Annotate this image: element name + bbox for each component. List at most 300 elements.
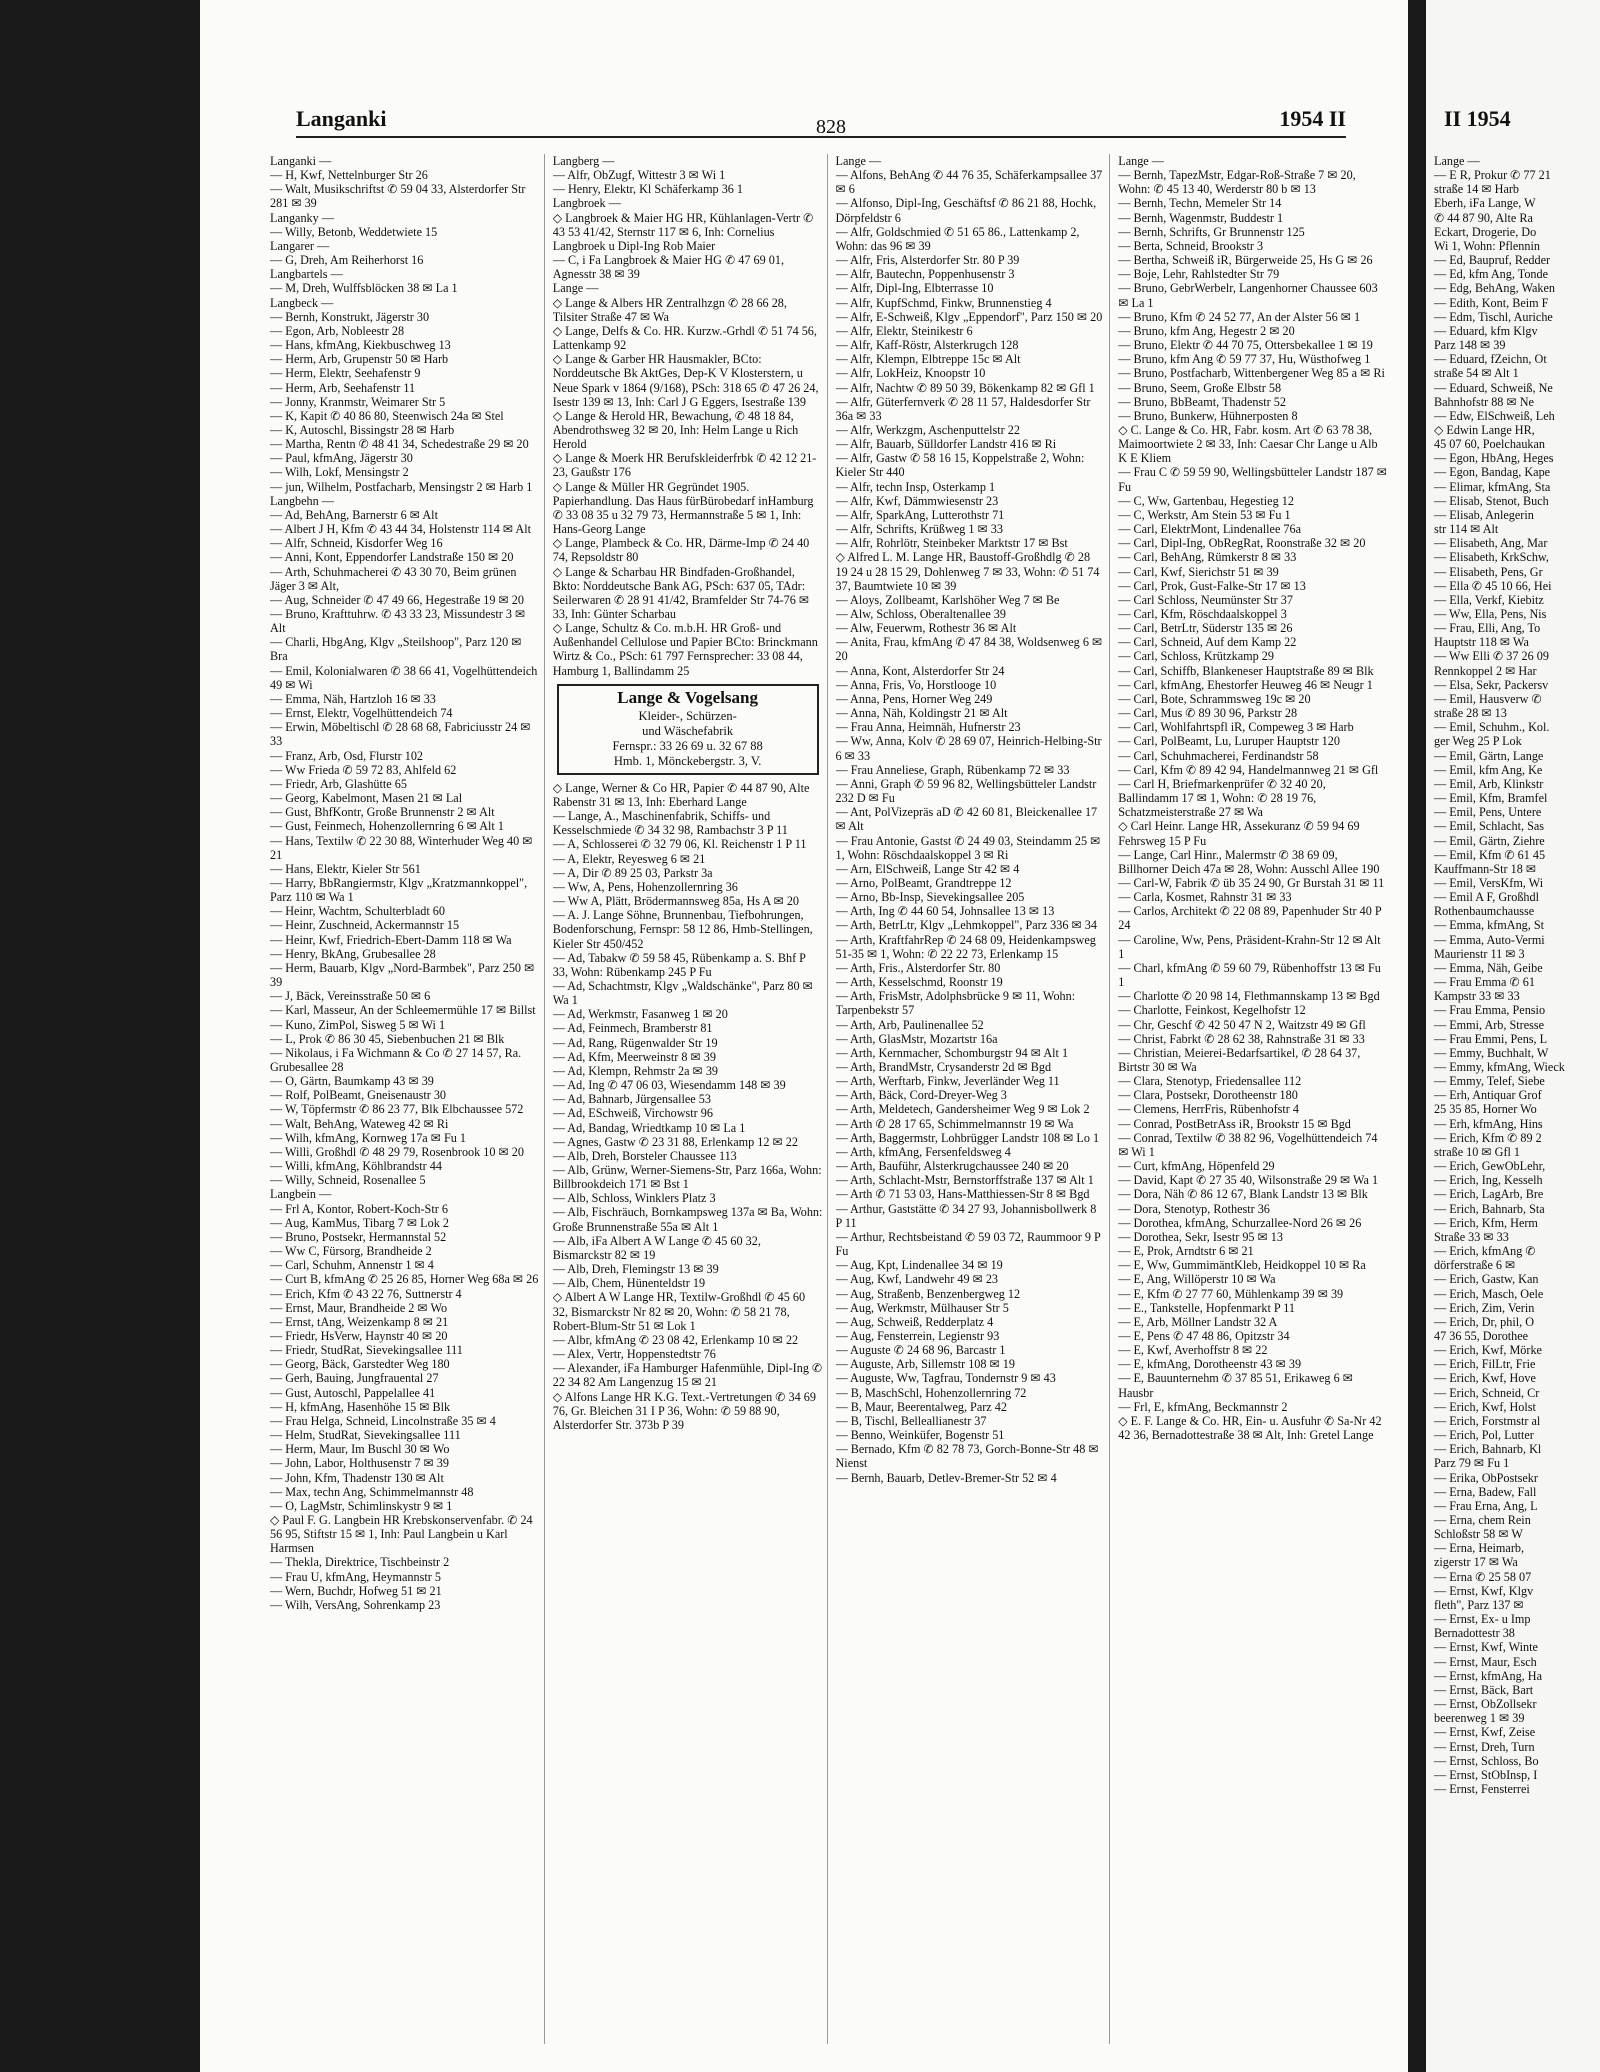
directory-entry: — Erich, kfmAng ✆ — [1434, 1244, 1536, 1259]
directory-entry: Langanky — — [270, 210, 334, 225]
directory-entry: — Eduard, Schweiß, Ne — [1434, 380, 1553, 395]
directory-entry: — Frl, E, kfmAng, Beckmannstr 2 — [1118, 1399, 1288, 1414]
directory-entry: — Frau Emmi, Pens, L — [1434, 1031, 1548, 1046]
directory-entry: str 114 ✉ Alt — [1434, 522, 1499, 537]
page-header — [296, 106, 1346, 138]
directory-entry: — Alfr, SparkAng, Lutterothstr 71 — [835, 507, 1005, 522]
directory-entry: — Bruno, Elektr ✆ 44 70 75, Ottersbekallee 1 ✉ 19 — [1118, 338, 1373, 353]
next-page-header: II 1954 — [1444, 106, 1511, 131]
directory-entry: — Herm, Elektr, Seehafenstr 9 — [270, 366, 421, 381]
directory-entry: — Frau Erna, Ang, L — [1434, 1498, 1538, 1513]
directory-entry: — Christian, Meierei-Bedarfsartikel, ✆ 28 64 37, Birtstr 30 ✉ Wa — [1118, 1045, 1364, 1074]
directory-entry: — Willy, Betonb, Weddetwiete 15 — [270, 224, 438, 239]
directory-entry: — Bernh, Konstrukt, Jägerstr 30 — [270, 309, 430, 324]
directory-entry: — B, MaschSchl, Hohenzollernring 72 — [835, 1385, 1027, 1400]
directory-entry: — Aug, Schneider ✆ 47 49 66, Hegestraße 19 ✉ 20 — [270, 592, 524, 607]
directory-entry: — M, Dreh, Wulffsblöcken 38 ✉ La 1 — [270, 281, 458, 296]
directory-entry: — Emil, Gärtn, Ziehre — [1434, 833, 1545, 848]
directory-entry: — Alfr, Güterfernverk ✆ 28 11 57, Haldesdorfer Str 36a ✉ 33 — [835, 394, 1094, 423]
directory-entry: — Emmy, kfmAng, Wieck — [1434, 1060, 1565, 1074]
directory-entry: — Edith, Kont, Beim F — [1434, 295, 1549, 310]
directory-entry: — H, Kwf, Nettelnburger Str 26 — [270, 168, 428, 183]
header-name-range: Langanki — [296, 106, 387, 131]
directory-entry: — Carl, ElektrMont, Lindenallee 76a — [1118, 522, 1302, 537]
directory-entry: — Frau Antonie, Gastst ✆ 24 49 03, Steindamm 25 ✉ 1, Wohn: Röschdaalskoppel 3 ✉ Ri — [835, 833, 1104, 862]
directory-entry: — O, Gärtn, Baumkamp 43 ✉ 39 — [270, 1074, 434, 1089]
directory-entry: — jun, Wilhelm, Postfacharb, Mensingstr 2 ✉ Harb 1 — [270, 479, 533, 494]
directory-entry: — Albr, kfmAng ✆ 23 08 42, Erlenkamp 10 ✉ 22 — [552, 1332, 799, 1347]
directory-entry: — Arth, Schlacht-Mstr, Bernstorffstraße 137 ✉ Alt 1 — [835, 1173, 1094, 1188]
directory-entry: — Emma, Näh, Hartzloh 16 ✉ 33 — [270, 691, 436, 706]
directory-entry: — Dora, Näh ✆ 86 12 67, Blank Landstr 13 ✉ Blk — [1118, 1187, 1368, 1202]
directory-entry: zigerstr 17 ✉ Wa — [1434, 1555, 1518, 1570]
directory-entry: — Hans, Textilw ✆ 22 30 88, Winterhuder Weg 40 ✉ 21 — [270, 833, 536, 862]
directory-entry: ◇ C. Lange & Co. HR, Fabr. kosm. Art ✆ 63 78 38, Maimoortwiete 2 ✉ 33, Inh: Caesar Chr Lange u Alb K E Kliem — [1118, 422, 1381, 466]
directory-entry: — Carl, BehAng, Rümkerstr 8 ✉ 33 — [1118, 550, 1297, 565]
directory-entry: — Ed, Baupruf, Redder — [1434, 253, 1551, 268]
directory-entry: — Erh, Antiquar Grof — [1434, 1088, 1542, 1103]
directory-entry: — A. J. Lange Söhne, Brunnenbau, Tiefbohrungen, Bodenforschung, Fernspr: 58 12 86, Hmb-Stellingen, Kieler Str 450/452 — [552, 908, 816, 951]
directory-entry: — Ad, Klempn, Rehmstr 2a ✉ 39 — [552, 1063, 719, 1078]
directory-entry: — Emma, kfmAng, St — [1434, 918, 1545, 933]
directory-entry: — Arth, Kernmacher, Schomburgstr 94 ✉ Alt 1 — [835, 1045, 1069, 1060]
directory-entry: — Walt, BehAng, Wateweg 42 ✉ Ri — [270, 1116, 449, 1131]
directory-entry: — Egon, Arb, Nobleestr 28 — [270, 323, 405, 338]
directory-entry: — Herm, Maur, Im Buschl 30 ✉ Wo — [270, 1442, 450, 1457]
column-4 — [1118, 154, 1392, 2044]
directory-entry: — Alb, Grünw, Werner-Siemens-Str, Parz 166a, Wohn: Billbrookdeich 171 ✉ Bst 1 — [552, 1163, 825, 1192]
directory-entry: — Bruno, Postsekr, Hermannstal 52 — [270, 1229, 447, 1244]
directory-entry: — Ernst, Kwf, Winte — [1434, 1640, 1538, 1655]
directory-entry: — E, Bauunternehm ✆ 37 85 51, Erikaweg 6 ✉ Hausbr — [1118, 1371, 1356, 1400]
directory-entry: — Arth, Baggermstr, Lohbrügger Landstr 108 ✉ Lo 1 — [835, 1130, 1100, 1145]
directory-entry: — Ella, Verkf, Kiebitz — [1434, 592, 1544, 607]
directory-entry: — Alfr, Werkzgm, Aschenputtelstr 22 — [835, 422, 1020, 437]
directory-entry: — Erich, Masch, Oele — [1434, 1286, 1544, 1301]
directory-entry: — Bruno, Seem, Große Elbstr 58 — [1118, 380, 1282, 395]
directory-entry: ger Weg 25 P Lok — [1434, 734, 1522, 749]
directory-entry: — Friedr, StudRat, Sievekingsallee 111 — [270, 1343, 463, 1358]
next-page-column — [1434, 154, 1600, 1796]
directory-entry: — Alw, Schloss, Oberaltenallee 39 — [835, 607, 1006, 621]
directory-entry: — Arthur, Rechtsbeistand ✆ 59 03 72, Raummoor 9 P Fu — [835, 1229, 1104, 1259]
directory-entry: Bernadottestr 38 — [1434, 1626, 1515, 1641]
directory-entry: — Emil, Pens, Untere — [1434, 805, 1542, 820]
header-year: 1954 II — [1279, 106, 1346, 131]
directory-entry: — Alfonso, Dipl-Ing, Geschäftsf ✆ 86 21 88, Hochk, Dörpfeldstr 6 — [835, 196, 1100, 225]
directory-entry: Kampstr 33 ✉ 33 — [1434, 989, 1520, 1004]
directory-entry: — Dora, Stenotyp, Rothestr 36 — [1118, 1201, 1270, 1216]
directory-entry: — Aug, Fensterrein, Legienstr 93 — [835, 1328, 1000, 1343]
directory-entry: — Emil, Kfm ✆ 61 45 — [1434, 847, 1546, 862]
directory-entry: — Arth, KraftfahrRep ✆ 24 68 09, Heidenkampsweg 51-35 ✉ 1, Wohn: ✆ 22 22 73, Erlenkamp 15 — [835, 932, 1099, 961]
directory-entry: — L, Prok ✆ 86 30 45, Siebenbuchen 21 ✉ Blk — [270, 1031, 505, 1046]
directory-entry: — Erich, Kfm ✆ 43 22 76, Suttnerstr 4 — [270, 1286, 462, 1301]
directory-entry: Eckart, Drogerie, Do — [1434, 224, 1537, 239]
directory-entry: — Friedr, HsVerw, Haynstr 40 ✉ 20 — [270, 1328, 448, 1343]
directory-columns — [270, 154, 1392, 2044]
directory-entry: — Arth, kfmAng, Fersenfeldsweg 4 — [835, 1144, 1011, 1159]
directory-entry: — Emil, Arb, Klinkstr — [1434, 776, 1544, 791]
directory-entry: Parz 79 ✉ Fu 1 — [1434, 1456, 1510, 1471]
directory-entry: — Ad, ESchweiß, Virchowstr 96 — [552, 1106, 713, 1121]
directory-entry: — Alfr, Kaff-Röstr, Alsterkrugch 128 — [835, 338, 1019, 353]
directory-entry: Eberh, iFa Lange, W — [1434, 196, 1536, 211]
directory-entry: — Arth, Schuhmacherei ✆ 43 30 70, Beim grünen Jäger 3 ✉ Alt, — [270, 564, 520, 593]
directory-entry: — Edg, BehAng, Waken — [1434, 281, 1555, 296]
directory-entry: — Gust, Feinmech, Hohenzollernring 6 ✉ Alt 1 — [270, 819, 504, 834]
directory-entry: — Eduard, kfm Klgv — [1434, 323, 1538, 338]
directory-entry: — C, Ww, Gartenbau, Hegestieg 12 — [1118, 493, 1294, 508]
directory-entry: — Alb, iFa Albert A W Lange ✆ 45 60 32, Bismarckstr 82 ✉ 19 — [552, 1233, 764, 1262]
directory-entry: — Arth ✆ 71 53 03, Hans-Matthiessen-Str 8 ✉ Bgd — [835, 1187, 1090, 1202]
directory-entry: — Ernst, Elektr, Vogelhüttendeich 74 — [270, 706, 453, 721]
directory-entry: — Bruno, Bunkerw, Hühnerposten 8 — [1118, 408, 1298, 423]
directory-entry: — Rolf, PolBeamt, Gneisenaustr 30 — [270, 1088, 447, 1103]
directory-entry: straße 28 ✉ 13 — [1434, 706, 1507, 721]
directory-entry: — Ernst, ObZollsekr — [1434, 1697, 1537, 1712]
directory-entry: — Erna, chem Rein — [1434, 1513, 1531, 1527]
directory-entry: Wi 1, Wohn: Pflennin — [1434, 238, 1540, 253]
directory-entry: — Alfr, techn Insp, Osterkamp 1 — [835, 479, 996, 494]
directory-entry: — A, Elektr, Reyesweg 6 ✉ 21 — [552, 851, 706, 866]
directory-entry: — John, Kfm, Thadenstr 130 ✉ Alt — [270, 1470, 444, 1485]
directory-entry: — Carl, Bote, Schrammsweg 19c ✉ 20 — [1118, 691, 1311, 706]
directory-entry: — Anni, Kont, Eppendorfer Landstraße 150 ✉ 20 — [270, 550, 514, 565]
directory-entry: — Erh, kfmAng, Hins — [1434, 1116, 1543, 1131]
directory-entry: — Willi, kfmAng, Köhlbrandstr 44 — [270, 1159, 442, 1174]
ad-line: und Wäschefabrik — [642, 723, 734, 738]
directory-entry: — Carl, Schneid, Auf dem Kamp 22 — [1118, 635, 1297, 650]
directory-entry: — Elimar, kfmAng, Sta — [1434, 479, 1551, 494]
directory-entry: — Alfr, ObZugf, Wittestr 3 ✉ Wi 1 — [552, 168, 726, 183]
directory-entry: — Auguste, Arb, Sillemstr 108 ✉ 19 — [835, 1357, 1015, 1372]
directory-entry: — Ernst, Ex- u Imp — [1434, 1612, 1531, 1627]
scan-gutter — [1408, 0, 1426, 2072]
directory-entry: — C, Werkstr, Am Stein 53 ✉ Fu 1 — [1118, 507, 1291, 522]
directory-entry: Langbroek — — [552, 196, 621, 211]
directory-entry: — Erich, Bahnarb, Sta — [1434, 1201, 1545, 1216]
directory-entry: Lange — — [1118, 154, 1164, 168]
directory-entry: Langarer — — [270, 238, 330, 253]
directory-entry: — Arth ✆ 28 17 65, Schimmelmannstr 19 ✉ Wa — [835, 1116, 1074, 1131]
directory-entry: — Arth, Ing ✆ 44 60 54, Johnsallee 13 ✉ 13 — [835, 904, 1055, 919]
directory-entry: — Benno, Weinküfer, Bogenstr 51 — [835, 1428, 1005, 1443]
directory-entry: — Max, techn Ang, Schimmelmannstr 48 — [270, 1484, 474, 1499]
directory-entry: — Bernh, Wagenmstr, Buddestr 1 — [1118, 210, 1284, 225]
directory-entry: Bahnhofstr 88 ✉ Ne — [1434, 394, 1534, 409]
directory-entry: ◇ Edwin Lange HR, — [1434, 422, 1535, 437]
column-2 — [553, 154, 828, 2044]
directory-entry: — Erich, Pol, Lutter — [1434, 1428, 1534, 1443]
directory-entry: — Ad, Rang, Rügenwalder Str 19 — [552, 1035, 718, 1050]
directory-entry: — Bernh, Techn, Memeler Str 14 — [1118, 196, 1282, 211]
directory-entry: — E, Ang, Willöperstr 10 ✉ Wa — [1118, 1272, 1276, 1287]
directory-entry: — Ernst, Maur, Esch — [1434, 1654, 1537, 1669]
directory-entry: — Frau Anneliese, Graph, Rübenkamp 72 ✉ 33 — [835, 762, 1070, 777]
directory-entry: — Charlotte ✆ 20 98 14, Flethmannskamp 13 ✉ Bgd — [1118, 989, 1380, 1004]
directory-entry: — Alfr, KupfSchmd, Finkw, Brunnenstieg 4 — [835, 295, 1052, 310]
directory-entry: — E., Tankstelle, Hopfenmarkt P 11 — [1118, 1300, 1295, 1315]
directory-entry: — Wilh, kfmAng, Kornweg 17a ✉ Fu 1 — [270, 1130, 467, 1145]
directory-entry: Langbeck — — [270, 295, 334, 310]
directory-entry: — Lange, Carl Hinr., Malermstr ✆ 38 69 09, Billhorner Deich 47a ✉ 28, Wohn: Ausschl Allee 190 — [1118, 847, 1380, 876]
directory-entry: — Alfr, Elektr, Steinikestr 6 — [835, 323, 973, 338]
directory-entry: — Erich, LagArb, Bre — [1434, 1187, 1544, 1202]
directory-entry: Langbartels — — [270, 267, 343, 282]
directory-entry: — Caroline, Ww, Pens, Präsident-Krahn-Str 12 ✉ Alt 1 — [1118, 932, 1384, 961]
directory-entry: — Carl, Dipl-Ing, ObRegRat, Roonstraße 32 ✉ 20 — [1118, 536, 1366, 551]
directory-entry: dörferstraße 6 ✉ — [1434, 1258, 1516, 1273]
directory-entry: — Carla, Kosmet, Rahnstr 31 ✉ 33 — [1118, 890, 1292, 905]
directory-entry: — Erich, Kfm ✆ 89 2 — [1434, 1130, 1542, 1145]
directory-entry: — Alfr, LokHeiz, Knoopstr 10 — [835, 366, 986, 381]
directory-entry: Rennkoppel 2 ✉ Har — [1434, 663, 1537, 678]
directory-entry: — Bruno, kfm Ang ✆ 59 77 37, Hu, Wüsthofweg 1 — [1118, 352, 1371, 367]
directory-entry: — Alfr, Kwf, Dämmwiesenstr 23 — [835, 493, 999, 508]
directory-entry: — Ad, Bahnarb, Jürgensallee 53 — [552, 1092, 711, 1107]
directory-entry: — Ww, Anna, Kolv ✆ 28 69 07, Heinrich-Helbing-Str 6 ✉ 33 — [835, 734, 1105, 763]
directory-entry: — A, Schlosserei ✆ 32 79 06, Kl. Reichenstr 1 P 11 — [552, 837, 807, 852]
directory-entry: ◇ Lange & Herold HR, Bewachung, ✆ 48 18 84, Abendrothsweg 32 ✉ 20, Inh: Helm Lange u Rich Herold — [552, 408, 802, 452]
directory-entry: — Ernst, Bäck, Bart — [1434, 1682, 1534, 1697]
directory-entry: — Emil A F, Großhdl — [1434, 890, 1539, 905]
directory-entry: — Elisabeth, Ang, Mar — [1434, 536, 1548, 551]
directory-entry: — Edm, Tischl, Auriche — [1434, 309, 1553, 324]
directory-entry: 25 35 85, Horner Wo — [1434, 1102, 1537, 1117]
directory-entry: — Alfr, Gastw ✆ 58 16 15, Koppelstraße 2, Wohn: Kieler Str 440 — [835, 451, 1088, 480]
directory-entry: 47 36 55, Dorothee — [1434, 1328, 1529, 1343]
directory-entry: — Carl, kfmAng, Ehestorfer Heuweg 46 ✉ Neugr 1 — [1118, 677, 1373, 692]
scan-frame-left — [0, 0, 200, 2072]
directory-entry: ◇ Lange & Albers HR Zentralhzgn ✆ 28 66 28, Tilsiter Straße 47 ✉ Wa — [552, 295, 790, 324]
directory-entry: — Gerh, Bauing, Jungfrauental 27 — [270, 1371, 439, 1386]
page-number: 828 — [816, 116, 846, 138]
directory-entry: Langbehn — — [270, 493, 334, 508]
directory-entry: — Heinr, Wachtm, Schulterbladt 60 — [270, 904, 445, 919]
directory-entry: straße 10 ✉ Gfl 1 — [1434, 1144, 1521, 1159]
directory-entry: — E, kfmAng, Dorotheenstr 43 ✉ 39 — [1118, 1357, 1302, 1372]
directory-entry: beerenweg 1 ✉ 39 — [1434, 1711, 1525, 1726]
directory-entry: — E, Kfm ✆ 27 77 60, Mühlenkamp 39 ✉ 39 — [1118, 1286, 1344, 1301]
directory-entry: fleth", Parz 137 ✉ — [1434, 1597, 1524, 1612]
next-page-partial — [1426, 0, 1600, 2072]
directory-entry: — Agnes, Gastw ✆ 23 31 88, Erlenkamp 12 ✉ 22 — [552, 1134, 798, 1149]
directory-entry: — Ernst, StObInsp, I — [1434, 1767, 1538, 1782]
directory-entry: — Frau, Elli, Ang, To — [1434, 621, 1541, 636]
directory-entry: — Emil, Schlacht, Sas — [1434, 819, 1545, 834]
directory-entry: — Carl-W, Fabrik ✆ üb 35 24 90, Gr Burstah 31 ✉ 11 — [1118, 875, 1385, 890]
directory-entry: — E, Prok, Arndtstr 6 ✉ 21 — [1118, 1244, 1254, 1259]
directory-entry: — Erna ✆ 25 58 07 — [1434, 1569, 1532, 1584]
directory-entry: — Herm, Arb, Seehafenstr 11 — [270, 380, 416, 395]
directory-entry: — Wilh, VersAng, Sohrenkamp 23 — [270, 1597, 441, 1612]
directory-entry: — Dorothea, Sekr, Isestr 95 ✉ 13 — [1118, 1229, 1283, 1244]
directory-entry: — Carl H, Briefmarkenprüfer ✆ 32 40 20, Ballindamm 17 ✉ 1, Wohn: ✆ 28 19 76, Schatzmeisterstraße 27 ✉ Wa — [1118, 776, 1329, 820]
directory-entry: — Anni, Graph ✆ 59 96 82, Wellingsbütteler Landstr 232 D ✉ Fu — [835, 776, 1100, 806]
directory-entry: — Carl, Mus ✆ 89 30 96, Parkstr 28 — [1118, 706, 1298, 721]
directory-entry: — Elisabeth, KrkSchw, — [1434, 550, 1549, 565]
directory-entry: — Frau U, kfmAng, Heymannstr 5 — [270, 1569, 441, 1584]
directory-entry: — Ernst, Maur, Brandheide 2 ✉ Wo — [270, 1300, 448, 1315]
directory-entry: — Auguste ✆ 24 68 96, Barcastr 1 — [835, 1343, 1006, 1358]
directory-entry: — Carl, Schloss, Krützkamp 29 — [1118, 649, 1274, 664]
directory-entry: — E, Kwf, Averhoffstr 8 ✉ 22 — [1118, 1343, 1268, 1358]
directory-entry: — Carl, Schuhm, Annenstr 1 ✉ 4 — [270, 1258, 434, 1273]
directory-entry: — Erich, Kwf, Holst — [1434, 1399, 1536, 1414]
directory-page — [200, 0, 1408, 2072]
directory-entry: — Emil, VersKfm, Wi — [1434, 875, 1544, 890]
advertisement-box — [557, 684, 819, 775]
directory-entry: — Ernst, Dreh, Turn — [1434, 1739, 1535, 1754]
directory-entry: — Bernh, Schrifts, Gr Brunnenstr 125 — [1118, 224, 1305, 239]
directory-entry: — B, Maur, Beerentalweg, Parz 42 — [835, 1399, 1007, 1414]
directory-entry: — Elisab, Anlegerin — [1434, 507, 1534, 522]
directory-entry: — J, Bäck, Vereinsstraße 50 ✉ 6 — [270, 989, 431, 1004]
directory-entry: — Arth, FrisMstr, Adolphsbrücke 9 ✉ 11, Wohn: Tarpenbekstr 57 — [835, 989, 1078, 1018]
directory-entry: 45 07 60, Poelchaukan — [1434, 437, 1546, 452]
directory-entry: — Arthur, Gaststätte ✆ 34 27 93, Johannisbollwerk 8 P 11 — [835, 1201, 1100, 1230]
directory-entry: Lange — — [1434, 154, 1480, 168]
ad-title: Lange & Vogelsang — [617, 687, 758, 707]
directory-entry: — Emmy, Telef, Siebe — [1434, 1074, 1545, 1089]
directory-entry: — Arth, Arb, Paulinenallee 52 — [835, 1017, 984, 1032]
column-1 — [270, 154, 545, 2044]
ad-line: Hmb. 1, Mönckebergstr. 3, V. — [613, 753, 762, 768]
directory-entry: — Egon, Bandag, Kape — [1434, 465, 1551, 480]
directory-entry: — Bruno, kfm Ang, Hegestr 2 ✉ 20 — [1118, 323, 1295, 338]
directory-entry: — Arth, Meldetech, Gandersheimer Weg 9 ✉ Lok 2 — [835, 1102, 1090, 1117]
directory-entry: — Ad, BehAng, Barnerstr 6 ✉ Alt — [270, 507, 438, 522]
directory-entry: — B, Tischl, Belleallianestr 37 — [835, 1413, 987, 1428]
directory-entry: — Eduard, fZeichn, Ot — [1434, 352, 1547, 367]
directory-entry: — Boje, Lehr, Rahlstedter Str 79 — [1118, 267, 1280, 282]
directory-entry: — Ww A, Plätt, Brödermannsweg 85a, Hs A ✉ 20 — [552, 894, 800, 909]
directory-entry: — E R, Prokur ✆ 77 21 — [1434, 168, 1551, 183]
directory-entry: — Alb, Dreh, Borsteler Chaussee 113 — [552, 1148, 737, 1163]
directory-entry: — Albert J H, Kfm ✆ 43 44 34, Holstenstr 114 ✉ Alt — [270, 522, 532, 537]
directory-entry: — Ww Frieda ✆ 59 72 83, Ahlfeld 62 — [270, 762, 457, 777]
directory-entry: — Gust, Autoschl, Pappelallee 41 — [270, 1385, 436, 1400]
directory-entry: — Alfr, Schrifts, Krüßweg 1 ✉ 33 — [835, 522, 1003, 537]
directory-entry: Parz 148 ✉ 39 — [1434, 338, 1506, 353]
directory-entry: — Bruno, Kfm ✆ 24 52 77, An der Alster 56 ✉ 1 — [1118, 309, 1361, 324]
directory-entry: — Curt B, kfmAng ✆ 25 26 85, Horner Weg 68a ✉ 26 — [270, 1272, 539, 1287]
directory-entry: — Aloys, Zollbeamt, Karlshöher Weg 7 ✉ Be — [835, 592, 1060, 607]
directory-entry: — Bruno, GebrWerbelr, Langenhorner Chaussee 603 ✉ La 1 — [1118, 281, 1381, 310]
directory-entry: — Erich, Kwf, Mörke — [1434, 1343, 1542, 1358]
directory-entry: — Ernst, Kwf, Klgv — [1434, 1583, 1534, 1598]
directory-entry: — David, Kapt ✆ 27 35 40, Wilsonstraße 29 ✉ Wa 1 — [1118, 1173, 1379, 1188]
directory-entry: — Carlos, Architekt ✆ 22 08 89, Papenhuder Str 40 P 24 — [1118, 904, 1385, 933]
directory-entry: — Hans, kfmAng, Kiekbuschweg 13 — [270, 338, 451, 353]
directory-entry: — Alb, Schloss, Winklers Platz 3 — [552, 1191, 716, 1206]
directory-entry: — Arn, ElSchweiß, Lange Str 42 ✉ 4 — [835, 861, 1020, 876]
directory-entry: ✆ 44 87 90, Alte Ra — [1434, 210, 1533, 225]
directory-entry: — Emil, Kolonialwaren ✆ 38 66 41, Vogelhüttendeich 49 ✉ Wi — [270, 663, 541, 692]
directory-entry: — Frau Emma, Pensio — [1434, 1003, 1546, 1018]
directory-entry: — Clara, Postsekr, Dorotheenstr 180 — [1118, 1088, 1298, 1103]
directory-entry: — Carl, Schiffb, Blankeneser Hauptstraße 89 ✉ Blk — [1118, 663, 1374, 678]
directory-entry: Maurienstr 11 ✉ 3 — [1434, 946, 1525, 961]
directory-entry: — Alfr, Rohrlötr, Steinbeker Marktstr 17 ✉ Bst — [835, 536, 1068, 551]
directory-entry: Straße 33 ✉ 33 — [1434, 1229, 1509, 1244]
directory-entry: — Martha, Rentn ✆ 48 41 34, Schedestraße 29 ✉ 20 — [270, 437, 529, 452]
directory-entry: Langanki — — [270, 154, 332, 168]
directory-entry: ◇ Lange & Moerk HR Berufskleiderfrbk ✆ 42 12 21-23, Gaußstr 176 — [552, 451, 817, 480]
directory-entry: — E, Ww, GummimäntKleb, Heidkoppel 10 ✉ Ra — [1118, 1258, 1366, 1273]
directory-entry: — Ed, kfm Ang, Tonde — [1434, 267, 1549, 282]
directory-entry: — K, Kapit ✆ 40 86 80, Steenwisch 24a ✉ Stel — [270, 408, 504, 423]
directory-entry: — W, Töpfermstr ✆ 86 23 77, Blk Elbchaussee 572 — [270, 1102, 524, 1117]
directory-entry: — Emil, Hausverw ✆ — [1434, 691, 1542, 706]
directory-entry: — Georg, Kabelmont, Masen 21 ✉ Lal — [270, 791, 463, 806]
directory-entry: — Charli, HbgAng, Klgv „Steilshoop", Parz 120 ✉ Bra — [270, 635, 525, 664]
directory-entry: — Christ, Fabrkt ✆ 28 62 38, Rahnstraße 31 ✉ 33 — [1118, 1031, 1365, 1046]
ad-line: Kleider-, Schürzen- — [638, 708, 737, 723]
directory-entry: — Alfons, BehAng ✆ 44 76 35, Schäferkampsallee 37 ✉ 6 — [835, 168, 1106, 197]
directory-entry: — E, Arb, Möllner Landstr 32 A — [1118, 1314, 1278, 1329]
directory-entry: ◇ Lange, Plambeck & Co. HR, Därme-Imp ✆ 24 40 74, Repsoldstr 80 — [552, 536, 813, 565]
directory-entry: — Franz, Arb, Osd, Flurstr 102 — [270, 748, 424, 763]
directory-entry: — Ernst, Kwf, Zeise — [1434, 1725, 1536, 1740]
directory-entry: — Erich, GewObLehr, — [1434, 1159, 1546, 1174]
directory-entry: — Anna, Fris, Vo, Horstlooge 10 — [835, 677, 997, 692]
directory-entry: Langberg — — [552, 154, 615, 168]
directory-entry: — Charl, kfmAng ✆ 59 60 79, Rübenhoffstr 13 ✉ Fu 1 — [1118, 960, 1384, 990]
directory-entry: — O, LagMstr, Schimlinskystr 9 ✉ 1 — [270, 1498, 453, 1513]
directory-entry: — Bruno, Krafttuhrw. ✆ 43 33 23, Missundestr 3 ✉ Alt — [270, 607, 528, 636]
directory-entry: ◇ Lange, Schultz & Co. m.b.H. HR Groß- und Außenhandel Cellulose und Papier BCto: Brinckmann Wirtz & Co., PSch: 61 797 Fernsprecher: 33 08 44, Hamburg 1, Ballindamm 25 — [552, 621, 821, 678]
directory-entry: — Walt, Musikschriftst ✆ 59 04 33, Alsterdorfer Str 281 ✉ 39 — [270, 182, 529, 211]
directory-entry: — Emil, Schuhm., Kol. — [1434, 720, 1550, 735]
directory-entry: — Anita, Frau, kfmAng ✆ 47 84 38, Woldsenweg 6 ✉ 20 — [835, 635, 1106, 664]
directory-entry: — Erich, Schneid, Cr — [1434, 1385, 1540, 1400]
directory-entry: — Alfr, Goldschmied ✆ 51 65 86., Lattenkamp 2, Wohn: das 96 ✉ 39 — [835, 224, 1083, 253]
directory-entry: — Nikolaus, i Fa Wichmann & Co ✆ 27 14 57, Ra. Grubesallee 28 — [270, 1045, 525, 1074]
directory-entry: — Clara, Stenotyp, Friedensallee 112 — [1118, 1074, 1302, 1089]
directory-entry: — Erich, Forstmstr al — [1434, 1413, 1541, 1428]
directory-entry: — Edw, ElSchweiß, Leh — [1434, 408, 1555, 423]
directory-entry: — Bruno, Postfacharb, Wittenbergener Weg 85 a ✉ Ri — [1118, 366, 1385, 381]
directory-entry: ◇ Lange, Werner & Co HR, Papier ✆ 44 87 90, Alte Rabenstr 31 ✉ 13, Inh: Eberhard Lange — [552, 780, 813, 809]
ad-line: Fernspr.: 33 26 69 u. 32 67 88 — [612, 738, 763, 753]
directory-entry: — Ad, Bandag, Wriedtkamp 10 ✉ La 1 — [552, 1120, 746, 1135]
directory-entry: — Herm, Arb, Grupenstr 50 ✉ Harb — [270, 352, 449, 367]
directory-entry: — Charlotte, Feinkost, Kegelhofstr 12 — [1118, 1003, 1306, 1018]
directory-entry: — Thekla, Direktrice, Tischbeinstr 2 — [270, 1555, 450, 1570]
directory-entry: — Ant, PolVizepräs aD ✆ 42 60 81, Bleickenallee 17 ✉ Alt — [835, 805, 1101, 834]
directory-entry: — Aug, Schweiß, Redderplatz 4 — [835, 1314, 994, 1329]
directory-entry: ◇ Lange & Garber HR Hausmakler, BCto: Norddeutsche Bk AktGes, Dep-K V Klosterstern, u Neue Spark v 1864 (9/168), PSch: 318 65 ✆ 47 26 24, Isestr 139 ✉ 13, Inh: Carl J G Eggers, Isestraße 139 — [552, 352, 822, 409]
directory-entry: — Alfr, Bautechn, Poppenhusenstr 3 — [835, 267, 1015, 282]
directory-entry: — Emil, Gärtn, Lange — [1434, 748, 1544, 763]
directory-entry: — Arth, Werftarb, Finkw, Jeverländer Weg 11 — [835, 1074, 1060, 1089]
directory-entry: — Carl, Kwf, Sierichstr 51 ✉ 39 — [1118, 564, 1279, 579]
directory-entry: — Dorothea, kfmAng, Schurzallee-Nord 26 ✉ 26 — [1118, 1215, 1362, 1230]
directory-entry: — Arth, BrandMstr, Crysanderstr 2d ✉ Bgd — [835, 1060, 1052, 1074]
directory-entry: ◇ Albert A W Lange HR, Textilw-Großhdl ✆ 45 60 32, Bismarckstr Nr 82 ✉ 20, Wohn: ✆ 58 21 78, Robert-Blum-Str 51 ✉ Lok 1 — [552, 1290, 809, 1333]
directory-entry: — Aug, Werkmstr, Mülhauser Str 5 — [835, 1300, 1009, 1315]
directory-entry: — Ww, A, Pens, Hohenzollernring 36 — [552, 879, 738, 894]
directory-entry: ◇ Lange, Delfs & Co. HR. Kurzw.-Grhdl ✆ 51 74 56, Lattenkamp 92 — [552, 323, 820, 353]
directory-entry: — Anna, Kont, Alsterdorfer Str 24 — [835, 663, 1005, 678]
directory-entry: — Ernst, Schloss, Bo — [1434, 1753, 1539, 1768]
directory-entry: — Arth, Fris., Alsterdorfer Str. 80 — [835, 960, 1001, 975]
directory-entry: — Arno, Bb-Insp, Sievekingsallee 205 — [835, 890, 1025, 905]
directory-entry: — Wilh, Lokf, Mensingstr 2 — [270, 465, 409, 480]
directory-entry: — Erich, Gastw, Kan — [1434, 1272, 1539, 1287]
